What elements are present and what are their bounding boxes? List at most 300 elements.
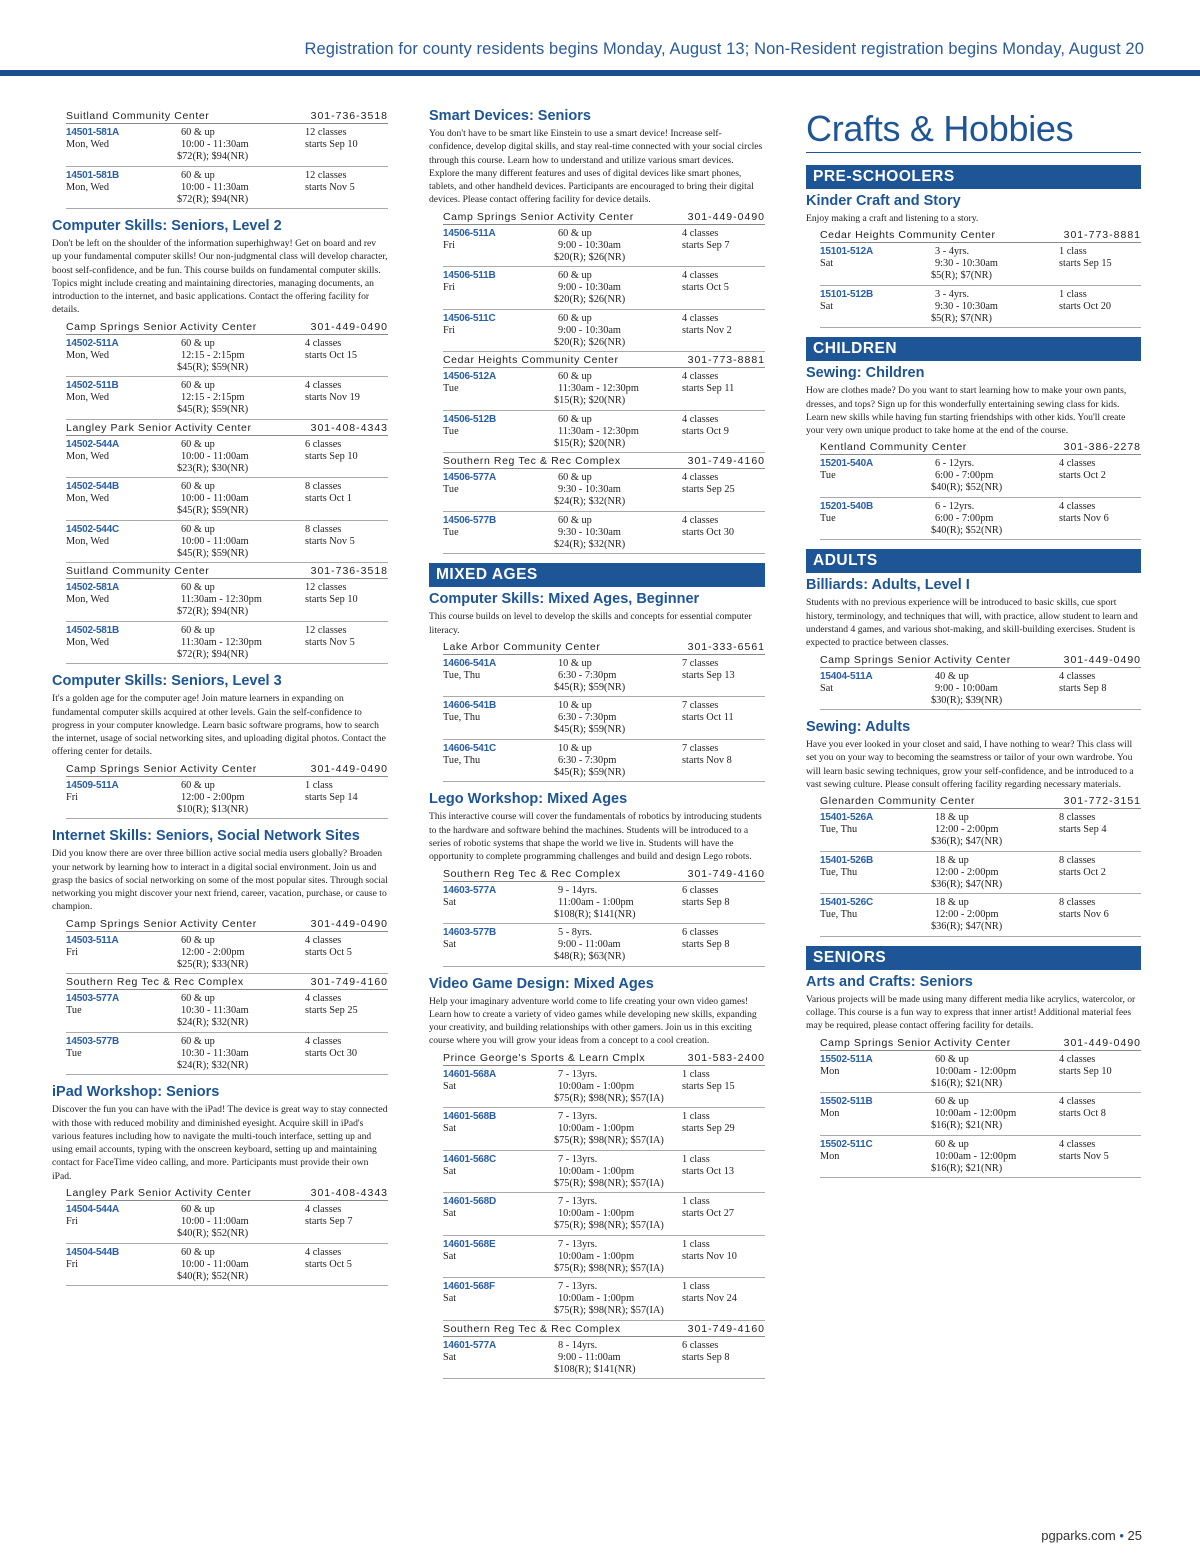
class-days: Mon: [820, 1108, 840, 1120]
section-gap: [52, 819, 388, 828]
class-start: starts Sep 7: [682, 239, 730, 251]
class-time: 10:00 - 11:00am: [181, 450, 249, 462]
class-start: starts Oct 30: [682, 526, 735, 538]
class-code[interactable]: 14601-568E: [443, 1238, 496, 1250]
class-time: 12:00 - 2:00pm: [181, 791, 245, 803]
class-days: Sat: [443, 1351, 457, 1363]
class-time: 11:00am - 1:00pm: [558, 896, 634, 908]
class-count: 8 classes: [1059, 897, 1096, 909]
venue-header: [443, 453, 765, 469]
class-time: 10:00am - 1:00pm: [558, 1250, 635, 1262]
class-count: 6 classes: [305, 438, 342, 450]
class-count: 4 classes: [1059, 458, 1096, 470]
class-code[interactable]: 14501-581B: [66, 169, 120, 181]
class-time: 10:00am - 1:00pm: [558, 1293, 635, 1305]
class-code[interactable]: 14502-544A: [66, 438, 120, 450]
class-age: 60 & up: [181, 993, 215, 1005]
class-code[interactable]: 14504-544B: [66, 1246, 120, 1258]
class-time: 9:30 - 10:30am: [558, 526, 621, 538]
class-row: [66, 436, 388, 479]
class-start: starts Sep 25: [682, 484, 735, 496]
class-fee: $15(R); $20(NR): [554, 437, 626, 449]
section-band: CHILDREN: [806, 337, 1141, 361]
class-count: 1 class: [682, 1238, 710, 1250]
class-code[interactable]: 15101-512A: [820, 246, 874, 258]
class-age: 8 - 14yrs.: [558, 1339, 598, 1351]
class-count: 4 classes: [682, 514, 719, 526]
class-count: 8 classes: [305, 481, 342, 493]
class-days: Mon, Wed: [66, 535, 110, 547]
class-time: 6:30 - 7:30pm: [558, 669, 617, 681]
venue-header: [66, 108, 388, 124]
class-time: 9:30 - 10:30am: [935, 300, 998, 312]
class-fee: $25(R); $33(NR): [177, 958, 249, 970]
class-row: [66, 622, 388, 665]
class-code[interactable]: 14502-511B: [66, 380, 119, 392]
course-heading: Smart Devices: Seniors: [429, 108, 591, 124]
class-fee: $45(R); $59(NR): [554, 681, 626, 693]
class-start: starts Oct 2: [1059, 470, 1106, 482]
class-row: [820, 498, 1141, 541]
class-age: 60 & up: [558, 472, 592, 484]
class-time: 9:00 - 10:30am: [558, 282, 621, 294]
class-time: 10:00am - 1:00pm: [558, 1165, 635, 1177]
class-fee: $72(R); $94(NR): [177, 648, 249, 660]
class-start: starts Sep 8: [682, 1351, 730, 1363]
class-fee: $40(R); $52(NR): [931, 524, 1003, 536]
class-time: 9:00 - 11:00am: [558, 1351, 621, 1363]
class-fee: $40(R); $52(NR): [931, 482, 1003, 494]
class-count: 1 class: [682, 1111, 710, 1123]
class-fee: $72(R); $94(NR): [177, 151, 249, 162]
venue-header: [66, 761, 388, 777]
venue-header: [66, 916, 388, 932]
class-code[interactable]: 15201-540B: [820, 500, 874, 512]
class-time: 6:30 - 7:30pm: [558, 754, 617, 766]
class-time: 11:30am - 12:30pm: [181, 636, 262, 648]
venue-header: [443, 352, 765, 368]
class-age: 7 - 13yrs.: [558, 1238, 598, 1250]
class-count: 6 classes: [682, 884, 719, 896]
class-code[interactable]: 14502-581B: [66, 624, 120, 636]
course-description: This course builds on level to develop the skills and concepts for essential computer literacy.: [429, 611, 752, 636]
section-band: SENIORS: [806, 946, 1141, 970]
class-code[interactable]: 14509-511A: [66, 779, 119, 791]
class-start: starts Nov 6: [1059, 909, 1109, 921]
class-age: 18 & up: [935, 854, 969, 866]
class-days: Fri: [66, 946, 79, 958]
class-code[interactable]: 14601-568F: [443, 1281, 495, 1293]
class-code[interactable]: 14601-568C: [443, 1153, 497, 1165]
class-count: 4 classes: [1059, 1053, 1096, 1065]
class-days: Sat: [443, 1080, 457, 1092]
class-age: 60 & up: [181, 380, 215, 392]
venue-name: Camp Springs Senior Activity Center: [820, 653, 1011, 666]
class-start: starts Sep 11: [682, 383, 735, 395]
class-code[interactable]: 14506-577A: [443, 472, 497, 484]
class-start: starts Oct 15: [305, 349, 358, 361]
class-days: Sat: [820, 300, 834, 312]
class-age: 60 & up: [935, 1138, 969, 1150]
class-age: 9 - 14yrs.: [558, 884, 598, 896]
class-days: Tue: [443, 526, 459, 538]
venue-phone: 301-449-0490: [1063, 1036, 1141, 1049]
class-start: starts Nov 2: [682, 324, 732, 336]
venue-header: [820, 652, 1141, 668]
class-count: 7 classes: [682, 657, 719, 669]
class-days: Sat: [443, 1208, 457, 1220]
class-time: 12:15 - 2:15pm: [181, 349, 245, 361]
class-days: Tue: [443, 383, 459, 395]
class-age: 60 & up: [181, 1246, 215, 1258]
class-start: starts Sep 8: [1059, 682, 1107, 694]
class-code[interactable]: 14606-541B: [443, 700, 497, 712]
course-heading: Computer Skills: Mixed Ages, Beginner: [429, 591, 700, 608]
column-middle: [429, 108, 765, 1379]
class-row: [443, 469, 765, 512]
class-time: 10:00am - 12:00pm: [935, 1108, 1017, 1120]
class-age: 6 - 12yrs.: [935, 458, 975, 470]
class-row: [820, 286, 1141, 329]
venue-phone: 301-736-3518: [310, 110, 388, 122]
class-fee: $5(R); $7(NR): [931, 270, 992, 282]
class-code[interactable]: 14506-512B: [443, 413, 497, 425]
class-age: 7 - 13yrs.: [558, 1281, 598, 1293]
class-row: [66, 167, 388, 210]
class-code[interactable]: 14601-568B: [443, 1111, 497, 1123]
class-time: 9:30 - 10:30am: [935, 258, 998, 270]
class-start: starts Nov 10: [682, 1250, 737, 1262]
class-days: Mon: [820, 1150, 840, 1162]
venue-header: [66, 319, 388, 335]
class-days: Mon, Wed: [66, 594, 110, 606]
class-count: 4 classes: [682, 472, 719, 484]
class-age: 60 & up: [181, 1035, 215, 1047]
class-age: 6 - 12yrs.: [935, 500, 975, 512]
course-description: Enjoy making a craft and listening to a story.: [806, 213, 979, 224]
venue-name: Southern Reg Tec & Rec Complex: [443, 867, 621, 880]
venue-header: [443, 639, 765, 655]
class-days: Mon: [820, 1065, 840, 1077]
class-code[interactable]: 14502-544C: [66, 523, 120, 535]
class-code[interactable]: 15401-526B: [820, 854, 874, 866]
venue-header: [66, 1185, 388, 1201]
class-days: Sat: [820, 682, 834, 694]
class-count: 7 classes: [682, 700, 719, 712]
class-fee: $24(R); $32(NR): [177, 1059, 249, 1071]
class-start: starts Oct 11: [682, 712, 734, 724]
class-row: [443, 924, 765, 967]
venue-phone: 301-749-4160: [687, 455, 765, 468]
course-description: Various projects will be made using many different media like acrylics, watercolor, or collage. This course is a fun way to express that inner artist! Additional material fees may be required, please contact offering facility for details.: [806, 993, 1136, 1032]
class-start: starts Oct 5: [305, 946, 352, 958]
class-count: 12 classes: [305, 582, 347, 594]
class-row: [820, 1136, 1141, 1179]
class-count: 1 class: [1059, 246, 1087, 258]
venue-name: Lake Arbor Community Center: [443, 640, 601, 653]
course-heading: Arts and Crafts: Seniors: [806, 973, 973, 990]
class-days: Tue, Thu: [443, 712, 481, 724]
class-days: Tue, Thu: [443, 754, 481, 766]
venue-name: Camp Springs Senior Activity Center: [66, 762, 257, 775]
class-code[interactable]: 14603-577B: [443, 927, 497, 939]
class-age: 60 & up: [935, 1053, 969, 1065]
class-code[interactable]: 14503-511A: [66, 934, 119, 946]
class-code[interactable]: 15101-512B: [820, 288, 874, 300]
class-row: [443, 411, 765, 454]
class-count: 4 classes: [1059, 1138, 1096, 1150]
class-start: starts Nov 19: [305, 392, 360, 404]
class-row: [443, 697, 765, 740]
class-start: starts Nov 5: [1059, 1150, 1109, 1162]
class-count: 12 classes: [305, 127, 347, 138]
class-code[interactable]: 14506-511A: [443, 227, 496, 239]
class-fee: $45(R); $59(NR): [177, 361, 249, 373]
class-count: 4 classes: [305, 934, 342, 946]
class-code[interactable]: 15404-511A: [820, 670, 873, 682]
class-code[interactable]: 14601-568D: [443, 1196, 497, 1208]
class-time: 9:00 - 11:00am: [558, 939, 621, 951]
page-number: 25: [1127, 1528, 1142, 1543]
course-description: This interactive course will cover the fundamentals of robotics by introducing students to the hardware and software behind the machines. Students will be introduced to a series of robotic systems that shape the world we live in. Students will have the opportunity to complete programming challenges and build and design Lego robots.: [429, 811, 762, 863]
class-age: 60 & up: [558, 514, 592, 526]
class-count: 4 classes: [305, 1035, 342, 1047]
class-days: Fri: [66, 791, 79, 803]
class-fee: $108(R); $141(NR): [554, 1363, 636, 1375]
class-code[interactable]: 14603-577A: [443, 884, 497, 896]
class-time: 6:00 - 7:00pm: [935, 512, 994, 524]
class-age: 60 & up: [558, 312, 592, 324]
class-start: starts Oct 13: [682, 1165, 735, 1177]
class-code[interactable]: 14601-577A: [443, 1339, 497, 1351]
class-row: [66, 521, 388, 564]
class-code[interactable]: 14503-577A: [66, 993, 120, 1005]
venue-header: [820, 227, 1141, 243]
class-time: 10:00 - 11:00am: [181, 493, 249, 505]
class-code[interactable]: 14502-544B: [66, 481, 120, 493]
class-code[interactable]: 14601-568A: [443, 1068, 497, 1080]
class-start: starts Nov 6: [1059, 512, 1109, 524]
venue-phone: 301-749-4160: [687, 1322, 765, 1335]
venue-name: Southern Reg Tec & Rec Complex: [443, 1322, 621, 1335]
class-row: [66, 932, 388, 975]
section-gap: [429, 554, 765, 563]
class-age: 60 & up: [181, 438, 215, 450]
class-row: [443, 1151, 765, 1194]
class-time: 10:00 - 11:30am: [181, 181, 249, 193]
class-fee: $45(R); $59(NR): [177, 404, 249, 416]
class-count: 12 classes: [305, 624, 347, 636]
class-code[interactable]: 14506-512A: [443, 371, 497, 383]
class-code[interactable]: 14606-541C: [443, 742, 497, 754]
class-start: starts Sep 7: [305, 1216, 353, 1228]
class-code[interactable]: 14504-544A: [66, 1204, 120, 1216]
class-row: [443, 1337, 765, 1380]
class-days: Tue, Thu: [820, 866, 858, 878]
class-row: [820, 1051, 1141, 1094]
venue-phone: 301-449-0490: [687, 210, 765, 223]
venue-header: [66, 563, 388, 579]
venue-phone: 301-333-6561: [687, 640, 765, 653]
class-age: 60 & up: [181, 582, 215, 594]
class-code[interactable]: 15502-511B: [820, 1096, 873, 1108]
class-fee: $16(R); $21(NR): [931, 1120, 1003, 1132]
class-age: 18 & up: [935, 812, 969, 824]
class-days: Sat: [443, 939, 457, 951]
class-days: Tue: [443, 484, 459, 496]
class-age: 7 - 13yrs.: [558, 1068, 598, 1080]
class-age: 7 - 13yrs.: [558, 1111, 598, 1123]
venue-phone: 301-449-0490: [310, 320, 388, 333]
course-heading: Computer Skills: Seniors, Level 3: [52, 673, 282, 690]
venue-phone: 301-449-0490: [1063, 653, 1141, 666]
class-days: Sat: [443, 1165, 457, 1177]
class-time: 10:30 - 11:30am: [181, 1005, 249, 1017]
class-count: 4 classes: [305, 993, 342, 1005]
class-age: 7 - 13yrs.: [558, 1153, 598, 1165]
class-time: 9:00 - 10:00am: [935, 682, 998, 694]
class-age: 60 & up: [181, 337, 215, 349]
footer-site[interactable]: pgparks.com: [1041, 1528, 1116, 1543]
class-code[interactable]: 14501-581A: [66, 127, 120, 138]
class-age: 7 - 13yrs.: [558, 1196, 598, 1208]
class-count: 6 classes: [682, 1339, 719, 1351]
class-start: starts Nov 5: [305, 636, 355, 648]
class-count: 7 classes: [682, 742, 719, 754]
class-start: starts Nov 5: [305, 181, 355, 193]
venue-phone: 301-449-0490: [310, 917, 388, 930]
venue-header: [443, 866, 765, 882]
class-days: Sat: [443, 1123, 457, 1135]
class-count: 4 classes: [1059, 500, 1096, 512]
class-code[interactable]: 14606-541A: [443, 657, 497, 669]
class-days: Sat: [443, 1250, 457, 1262]
class-time: 10:00 - 11:00am: [181, 535, 249, 547]
venue-name: Southern Reg Tec & Rec Complex: [66, 976, 244, 989]
class-code[interactable]: 15201-540A: [820, 458, 874, 470]
class-time: 10:00am - 1:00pm: [558, 1080, 635, 1092]
class-code[interactable]: 14502-511A: [66, 337, 119, 349]
class-age: 60 & up: [558, 270, 592, 282]
class-fee: $75(R); $98(NR); $57(IA): [554, 1262, 664, 1274]
class-start: starts Sep 10: [305, 139, 358, 150]
venue-phone: 301-736-3518: [310, 565, 388, 578]
class-days: Tue: [443, 425, 459, 437]
course-heading: Internet Skills: Seniors, Social Network Sites: [52, 828, 360, 845]
venue-name: Langley Park Senior Activity Center: [66, 1187, 252, 1200]
class-row: [66, 579, 388, 622]
class-start: starts Oct 5: [682, 282, 729, 294]
class-count: 1 class: [682, 1153, 710, 1165]
class-code[interactable]: 14506-577B: [443, 514, 497, 526]
section-gap: [806, 937, 1141, 946]
class-age: 60 & up: [181, 1204, 215, 1216]
course-heading: Sewing: Adults: [806, 719, 911, 736]
course-heading: Computer Skills: Seniors, Level 2: [52, 218, 282, 234]
venue-header: [820, 793, 1141, 809]
venue-name: Camp Springs Senior Activity Center: [820, 1036, 1011, 1049]
class-age: 60 & up: [558, 371, 592, 383]
class-code[interactable]: 15401-526A: [820, 812, 874, 824]
course-heading: Kinder Craft and Story: [806, 193, 961, 209]
class-row: [443, 1278, 765, 1321]
class-fee: $30(R); $39(NR): [931, 694, 1003, 706]
class-code[interactable]: 15401-526C: [820, 897, 874, 909]
class-start: starts Oct 8: [1059, 1108, 1106, 1120]
class-fee: $75(R); $98(NR); $57(IA): [554, 1305, 664, 1317]
course-description: Help your imaginary adventure world come to life creating your own video games! Learn how to create a variety of video games while developing new skills, expanding your creativity, and building relationships with other gamers. Join us in this exciting course where you will grow your ideas from a concept to a cool creation.: [429, 995, 757, 1047]
venue-phone: 301-773-8881: [687, 354, 765, 367]
class-start: starts Sep 15: [1059, 258, 1112, 270]
class-code[interactable]: 14506-511C: [443, 312, 496, 324]
class-row: [443, 882, 765, 925]
course-description: Students with no previous experience will be introduced to basic skills, cue sport history, terminology, and techniques that will, with practice, allow student to learn and understand 4 games, and various shot-making, and skill-building exercises. Student is expected to practice between classes.: [806, 597, 1138, 649]
class-age: 18 & up: [935, 897, 969, 909]
class-age: 60 & up: [181, 127, 215, 138]
class-row: [66, 1033, 388, 1076]
class-time: 10:00am - 12:00pm: [935, 1150, 1017, 1162]
class-age: 60 & up: [181, 779, 215, 791]
section-gap: [52, 209, 388, 218]
class-row: [443, 1193, 765, 1236]
class-fee: $45(R); $59(NR): [177, 547, 249, 559]
footer-separator: •: [1119, 1528, 1124, 1543]
class-count: 1 class: [305, 779, 333, 791]
class-code[interactable]: 14502-581A: [66, 582, 120, 594]
class-start: starts Nov 8: [682, 754, 732, 766]
venue-name: Southern Reg Tec & Rec Complex: [443, 455, 621, 468]
class-fee: $5(R); $7(NR): [931, 312, 992, 324]
class-count: 4 classes: [682, 413, 719, 425]
class-days: Mon, Wed: [66, 493, 110, 505]
venue-name: Suitland Community Center: [66, 565, 210, 578]
class-time: 10:00am - 1:00pm: [558, 1208, 635, 1220]
class-age: 60 & up: [181, 934, 215, 946]
class-code[interactable]: 14503-577B: [66, 1035, 120, 1047]
section-gap: [806, 710, 1141, 719]
venue-name: Cedar Heights Community Center: [820, 229, 996, 242]
class-age: 60 & up: [181, 624, 215, 636]
class-days: Tue, Thu: [820, 909, 858, 921]
class-time: 6:00 - 7:00pm: [935, 470, 994, 482]
class-row: [443, 1066, 765, 1109]
class-age: 5 - 8yrs.: [558, 927, 593, 939]
class-row: [66, 777, 388, 820]
class-days: Fri: [66, 1216, 79, 1228]
class-start: starts Oct 9: [682, 425, 729, 437]
class-days: Tue, Thu: [443, 669, 481, 681]
class-age: 60 & up: [558, 227, 592, 239]
class-count: 1 class: [682, 1068, 710, 1080]
section-gap: [806, 540, 1141, 549]
class-time: 11:30am - 12:30pm: [181, 594, 262, 606]
class-start: starts Sep 10: [305, 450, 358, 462]
class-count: 4 classes: [682, 371, 719, 383]
page-title: Crafts & Hobbies: [806, 108, 1141, 153]
class-code[interactable]: 15502-511C: [820, 1138, 873, 1150]
class-days: Fri: [443, 324, 456, 336]
class-row: [66, 1201, 388, 1244]
class-code[interactable]: 14506-511B: [443, 270, 496, 282]
class-fee: $108(R); $141(NR): [554, 908, 636, 920]
class-row: [443, 368, 765, 411]
course-heading: Video Game Design: Mixed Ages: [429, 975, 654, 992]
venue-header: [820, 439, 1141, 455]
venue-header: [443, 1050, 765, 1066]
class-row: [443, 655, 765, 698]
class-start: starts Oct 27: [682, 1208, 735, 1220]
class-code[interactable]: 15502-511A: [820, 1053, 873, 1065]
